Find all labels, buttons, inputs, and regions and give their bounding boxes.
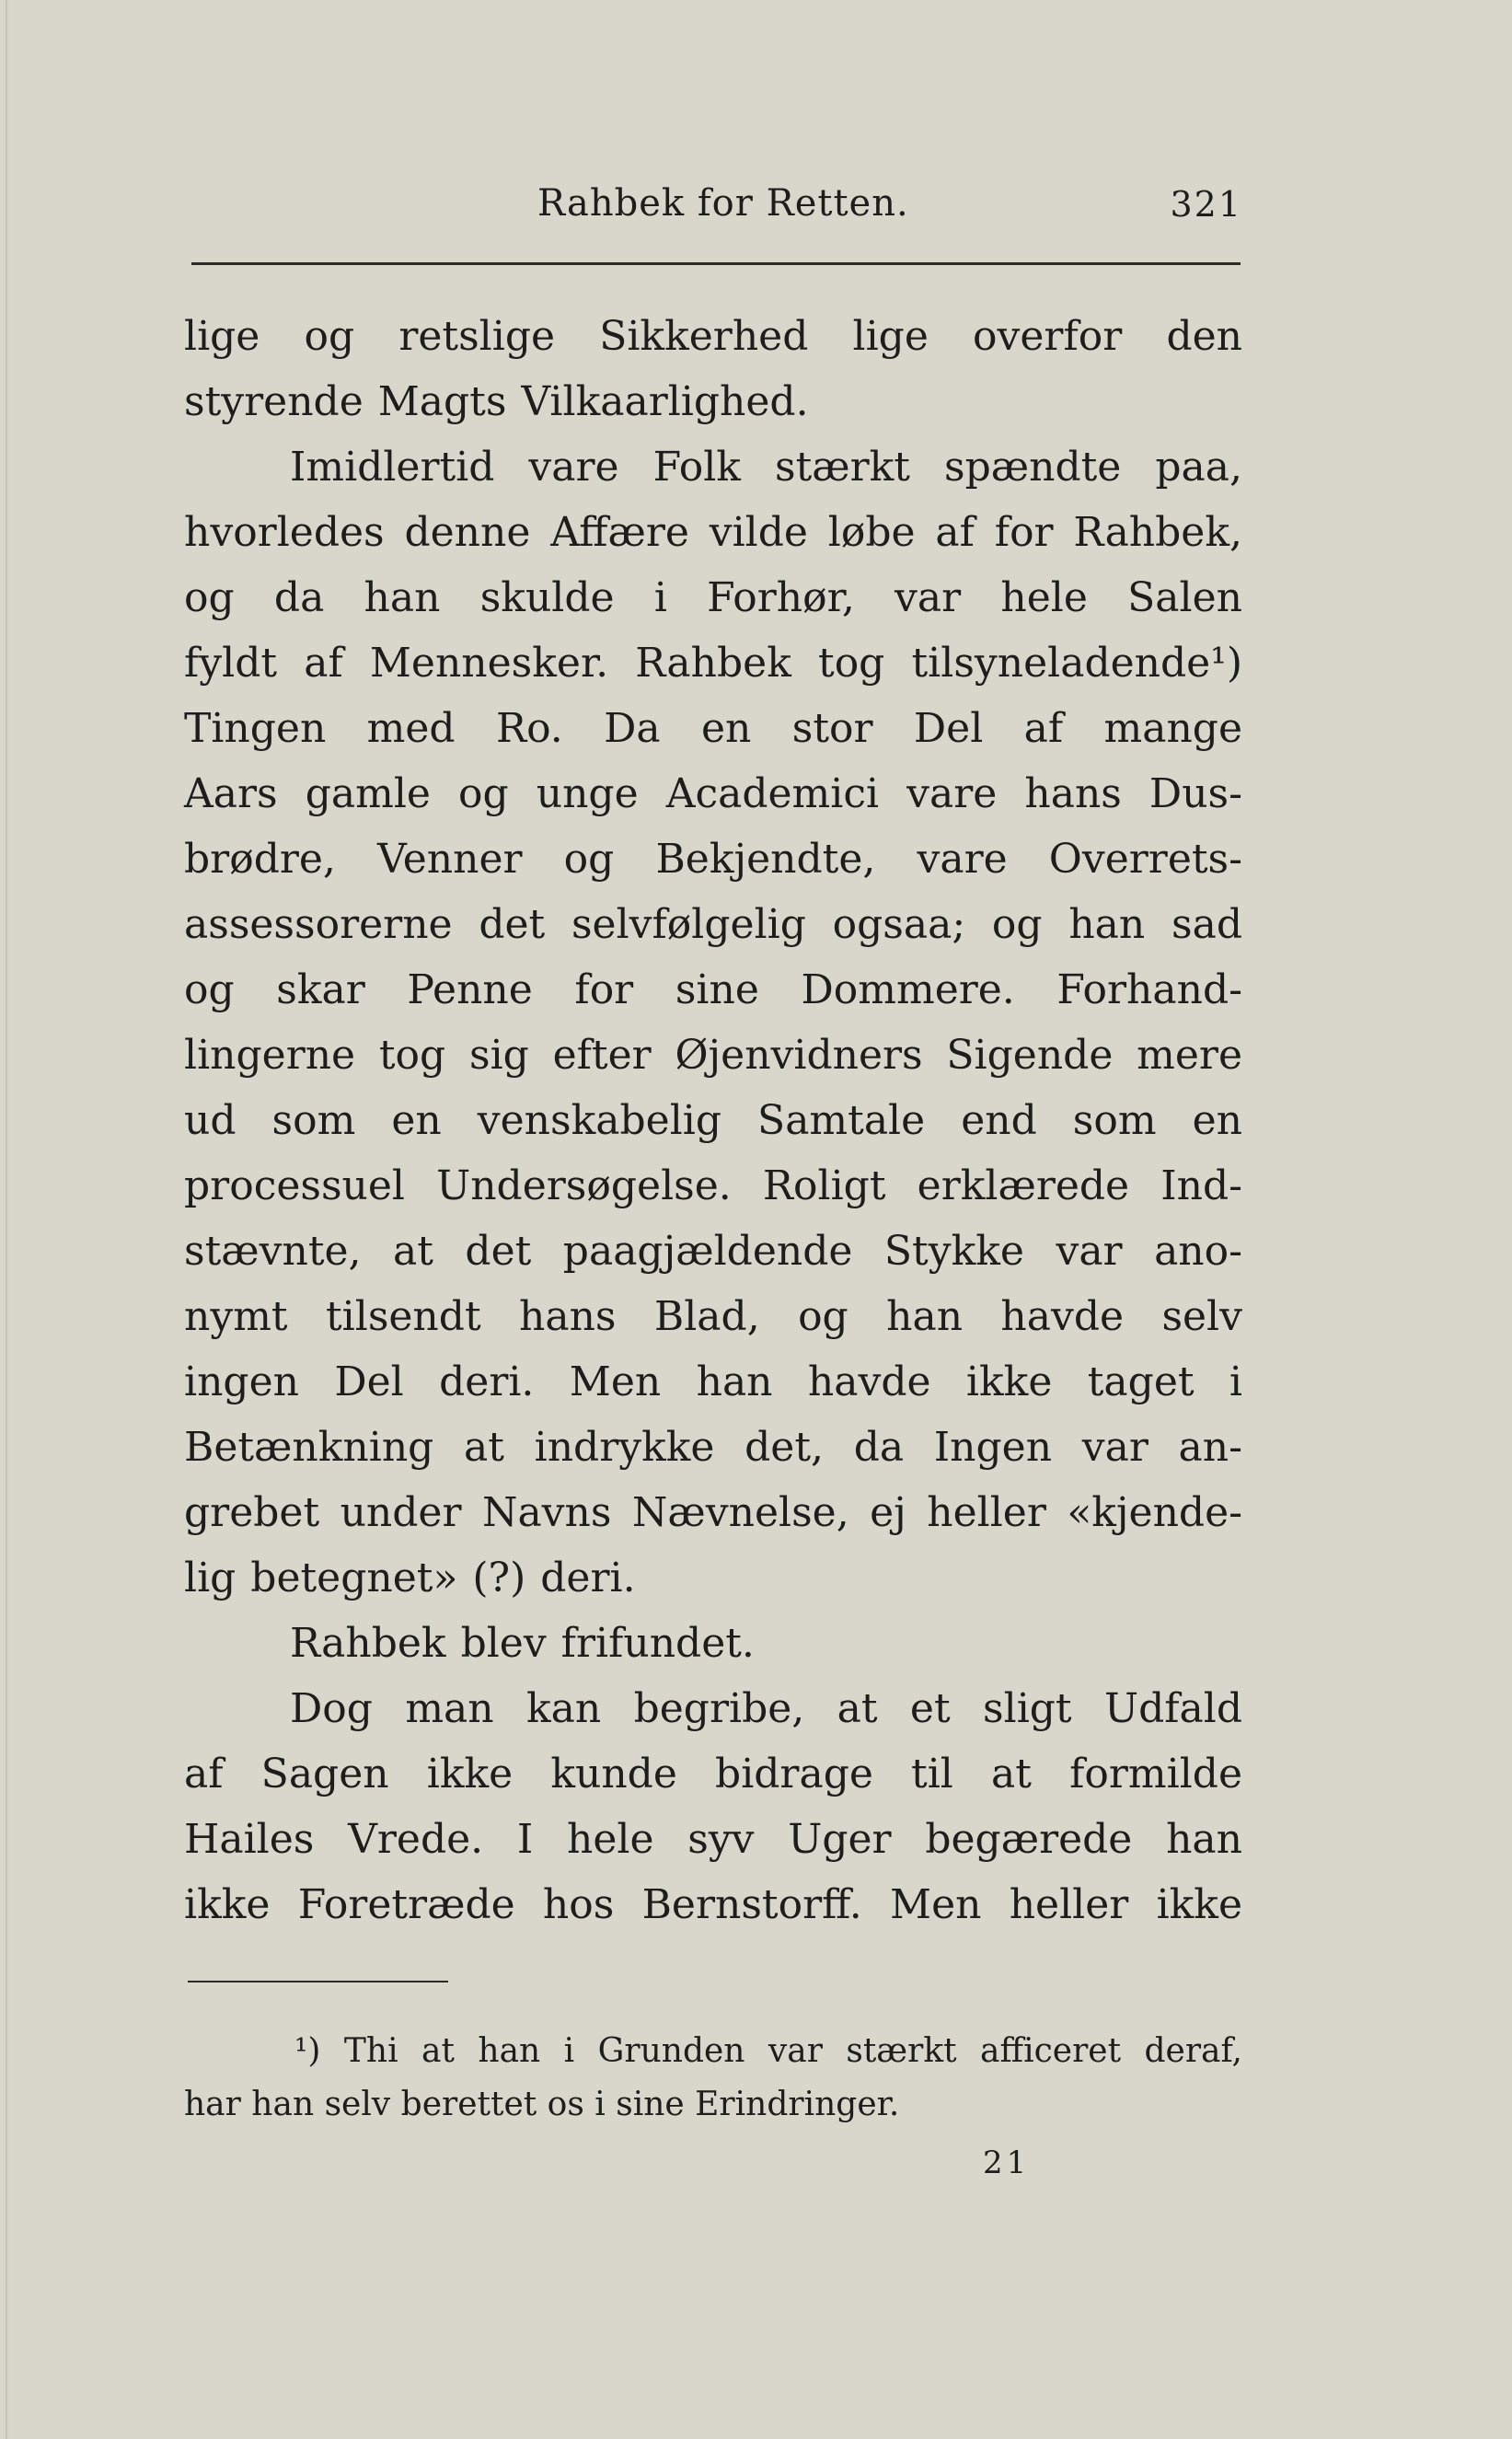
text-line: Hailes Vrede. I hele syv Uger begærede han — [184, 1816, 1242, 1863]
text-line: ud som en venskabelig Samtale end som en — [184, 1097, 1242, 1144]
text-line: ingen Del deri. Men han havde ikke taget i — [184, 1358, 1242, 1405]
text-line: ikke Foretræde hos Bernstorff. Men heller ikke — [184, 1881, 1242, 1928]
text-line: Rahbek blev frifundet. — [290, 1620, 755, 1667]
text-line: lige og retslige Sikkerhed lige overfor den — [184, 313, 1242, 360]
text-line: fyldt af Mennesker. Rahbek tog tilsyneladende¹) — [184, 640, 1242, 687]
text-line: Tingen med Ro. Da en stor Del af mange — [184, 705, 1242, 752]
text-line: processuel Undersøgelse. Roligt erklærede Ind- — [184, 1162, 1242, 1209]
text-line: hvorledes denne Affære vilde løbe af for Rahbek, — [184, 509, 1242, 556]
footnote-rule — [188, 1981, 448, 1982]
running-head — [184, 182, 1242, 237]
page-edge — [6, 0, 8, 2439]
text-line: grebet under Navns Nævnelse, ej heller «kjende- — [184, 1489, 1242, 1536]
text-line: Dog man kan begribe, at et sligt Udfald — [290, 1685, 1242, 1732]
signature-mark: 21 — [983, 2144, 1031, 2181]
header-rule — [191, 262, 1241, 265]
text-line: brødre, Venner og Bekjendte, vare Overrets- — [184, 836, 1242, 883]
text-line: af Sagen ikke kunde bidrage til at formilde — [184, 1751, 1242, 1797]
text-line: styrende Magts Vilkaarlighed. — [184, 378, 809, 425]
running-title: Rahbek for Retten. — [537, 182, 909, 225]
text-line: lig betegnet» (?) deri. — [184, 1555, 636, 1601]
text-line: og da han skulde i Forhør, var hele Salen — [184, 574, 1242, 621]
footnote-line: har han selv berettet os i sine Erindringer. — [184, 2086, 900, 2123]
text-line: assessorerne det selvfølgelig ogsaa; og han sad — [184, 901, 1242, 948]
text-line: Aars gamle og unge Academici vare hans Dus- — [184, 770, 1242, 817]
body-text — [184, 304, 1242, 1937]
text-line: stævnte, at det paagjældende Stykke var ano- — [184, 1228, 1242, 1275]
text-line: nymt tilsendt hans Blad, og han havde selv — [184, 1293, 1242, 1340]
text-line: og skar Penne for sine Dommere. Forhand- — [184, 966, 1242, 1013]
text-line: lingerne tog sig efter Øjenvidners Sigende mere — [184, 1032, 1242, 1079]
page-number: 321 — [1170, 184, 1242, 225]
text-line: Betænkning at indrykke det, da Ingen var an- — [184, 1424, 1242, 1471]
footnote — [184, 2025, 1242, 2132]
text-line: Imidlertid vare Folk stærkt spændte paa, — [290, 444, 1242, 491]
footnote-line: ¹) Thi at han i Grunden var stærkt afficeret deraf, — [294, 2032, 1242, 2070]
